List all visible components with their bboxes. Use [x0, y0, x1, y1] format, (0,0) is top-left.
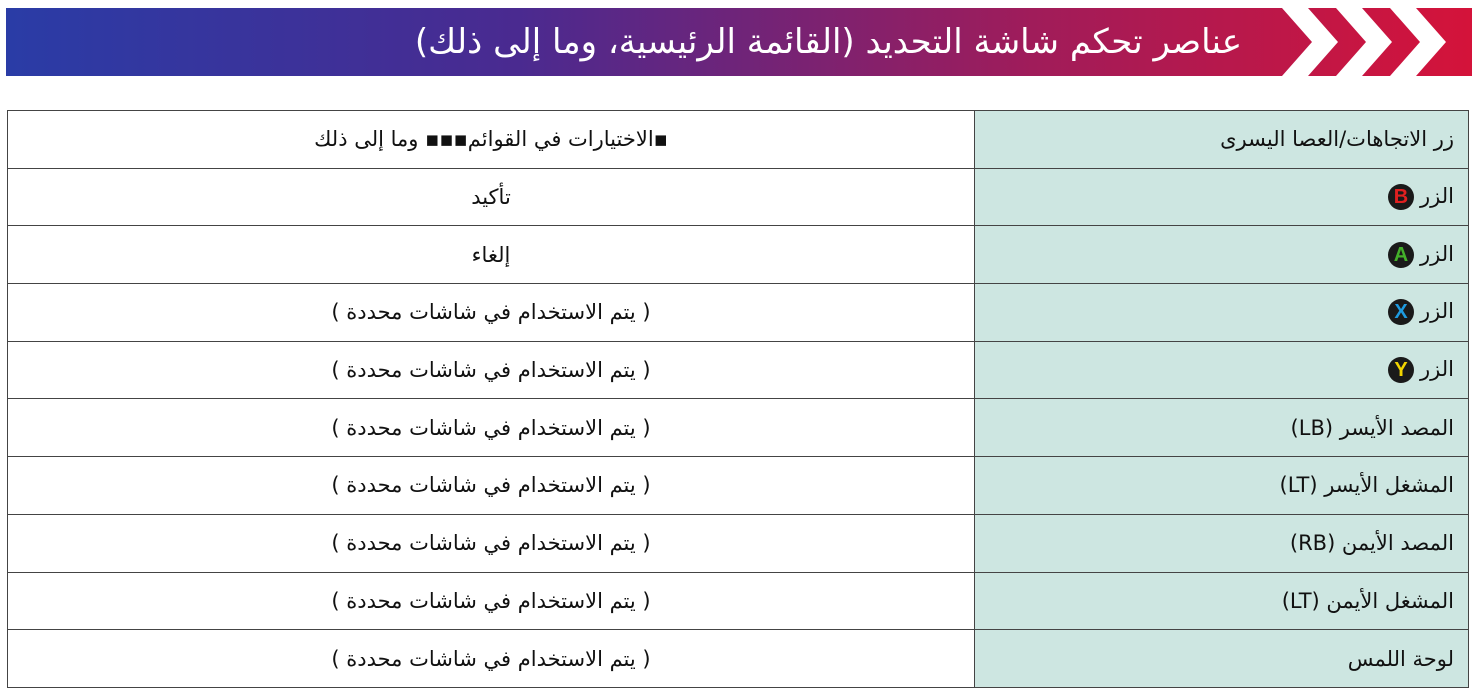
b-button-icon: B: [1388, 184, 1414, 210]
action-cell: ( يتم الاستخدام في شاشات محددة ): [8, 457, 975, 515]
header-input: زر الاتجاهات/العصا اليسرى: [975, 111, 1469, 169]
page-title: عناصر تحكم شاشة التحديد (القائمة الرئيسية، وما إلى ذلك): [414, 22, 1242, 62]
action-cell: ( يتم الاستخدام في شاشات محددة ): [8, 514, 975, 572]
input-label: الزر: [1420, 184, 1454, 209]
table-row: [8, 630, 1469, 688]
input-cell: [975, 226, 1469, 284]
input-label: الزر: [1420, 299, 1454, 324]
action-cell: إلغاء: [8, 226, 975, 284]
y-button-icon: Y: [1388, 357, 1414, 383]
controls-table: [7, 110, 1469, 688]
action-cell: ( يتم الاستخدام في شاشات محددة ): [8, 341, 975, 399]
input-label: المصد الأيسر (LB): [1290, 415, 1454, 440]
input-cell: [975, 341, 1469, 399]
input-cell: [975, 457, 1469, 515]
header-action: ▪الاختيارات في القوائم▪▪▪ وما إلى ذلك: [8, 111, 975, 169]
input-cell: [975, 168, 1469, 226]
input-cell: [975, 572, 1469, 630]
table-header-row: [8, 111, 1469, 169]
table-row: [8, 457, 1469, 515]
action-cell: ( يتم الاستخدام في شاشات محددة ): [8, 572, 975, 630]
input-label: لوحة اللمس: [1347, 646, 1454, 671]
input-cell: [975, 284, 1469, 342]
title-banner: [6, 8, 1472, 76]
table-row: [8, 226, 1469, 284]
input-cell: [975, 630, 1469, 688]
input-label: المشغل الأيمن (LT): [1281, 588, 1454, 613]
table-row: [8, 399, 1469, 457]
input-label: الزر: [1420, 241, 1454, 266]
table-row: [8, 341, 1469, 399]
input-label: الزر: [1420, 357, 1454, 382]
table-row: [8, 572, 1469, 630]
x-button-icon: X: [1388, 299, 1414, 325]
chevron-right-icon: [1274, 8, 1472, 76]
input-label: المصد الأيمن (RB): [1289, 531, 1454, 556]
action-cell: ( يتم الاستخدام في شاشات محددة ): [8, 399, 975, 457]
input-label: المشغل الأيسر (LT): [1279, 473, 1454, 498]
input-cell: [975, 514, 1469, 572]
action-cell: ( يتم الاستخدام في شاشات محددة ): [8, 284, 975, 342]
table-row: [8, 514, 1469, 572]
action-cell: تأكيد: [8, 168, 975, 226]
a-button-icon: A: [1388, 242, 1414, 268]
table-row: [8, 284, 1469, 342]
table-row: [8, 168, 1469, 226]
input-cell: [975, 399, 1469, 457]
action-cell: ( يتم الاستخدام في شاشات محددة ): [8, 630, 975, 688]
